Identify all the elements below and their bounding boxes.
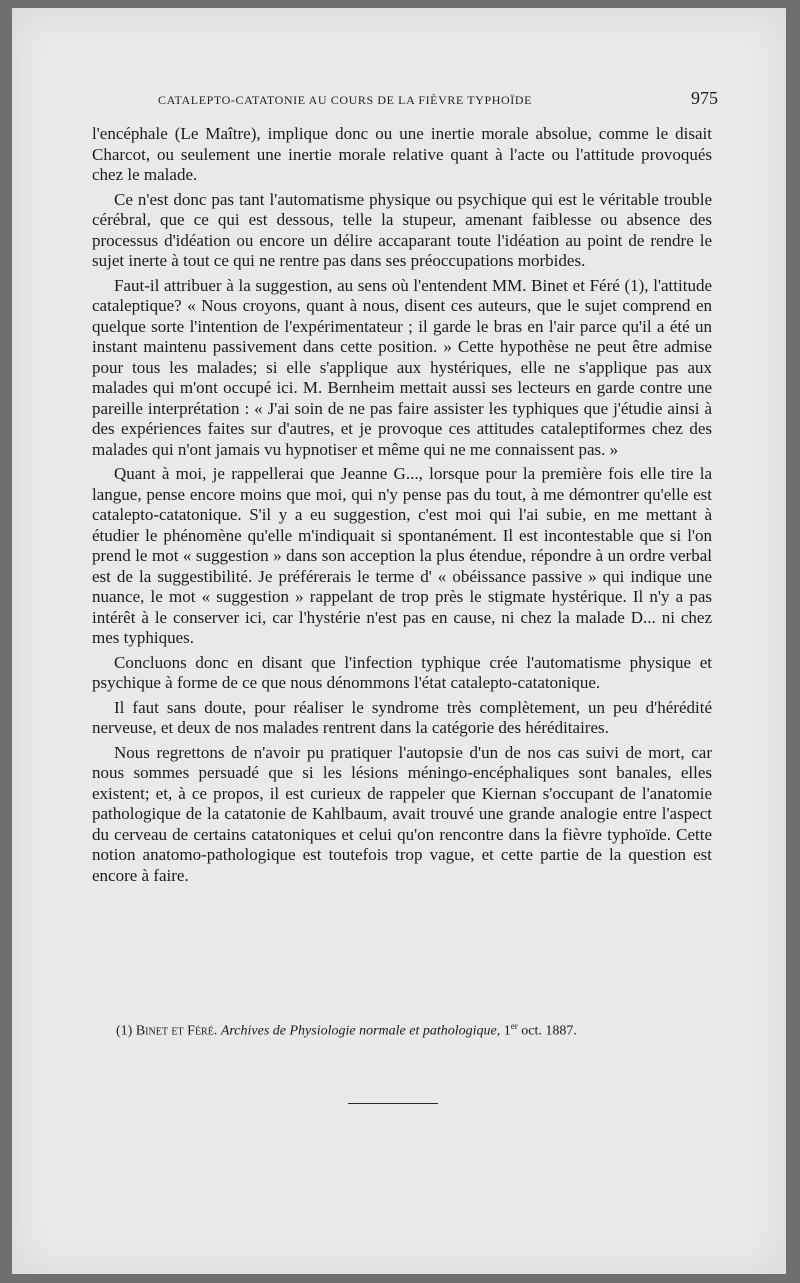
footnote-authors: Binet et Féré. [135, 1023, 218, 1039]
page-number: 975 [691, 88, 718, 108]
paragraph: Concluons donc en disant que l'infection typhique crée l'automatisme physique et psychique à forme de ce que nous dénommons l'état catalepto-catatonique. [92, 652, 712, 692]
book-page [12, 8, 786, 1274]
paragraph: Nous regrettons de n'avoir pu pratiquer l'autopsie d'un de nos cas suivi de mort, car nous sommes persuadé que si les lésions méningo-encéphaliques sont banales, elles existent; et, à ce propos, il est curieux de rappeler que Kiernan s'occupant de l'anatomie pathologique de la catatonie de Kahlbaum, avait trouvé une grande analogie entre l'aspect du cerveau de certains catatoniques et celui qu'on rencontre dans la fièvre typhoïde. Cette notion anatomo-pathologique est toutefois trop vague, et cette partie de la question est encore à faire. [92, 742, 712, 885]
paragraph: Faut-il attribuer à la suggestion, au sens où l'entendent MM. Binet et Féré (1), l'attitude cataleptique? « Nous croyons, quant à nous, disent ces auteurs, que le sujet comprend en quelque sorte l'intention de l'expérimentateur ; il garde le bras en l'air parce qu'il a été un instant maintenu passivement dans cette position. » Cette hypothèse ne peut être admise pour tous les malades; si elle s'applique aux hystériques, elle ne s'applique pas aux malades qui m'ont occupé ici. M. Bernheim mettait aussi ses lecteurs en garde contre une pareille interprétation : « J'ai soin de ne pas faire assister les typhiques que j'étudie ainsi à des expériences faites sur d'autres, et je provoque ces attitudes cataleptiformes chez des malades qui n'ont jamais vu hypnotiser et même qui ne me connaissent pas. » [92, 275, 712, 459]
footnote-date-sup: er [510, 1021, 518, 1031]
footnote-marker: (1) [116, 1023, 133, 1039]
end-rule [348, 1103, 438, 1104]
paragraph: Il faut sans doute, pour réaliser le syndrome très complètement, un peu d'hérédité nerveuse, et deux de nos malades rentrent dans la catégorie des héréditaires. [92, 697, 712, 737]
paragraph: Ce n'est donc pas tant l'automatisme physique ou psychique qui est le véritable trouble cérébral, que ce qui est dessous, telle la stupeur, amenant faiblesse ou absence des processus d'idéation ou encore un délire accaparant toute l'idéation au point de rendre le sujet inerte à tout ce qui ne rentre pas dans ses préoccupations morbides. [92, 189, 712, 270]
footnote-date-prefix: 1 [503, 1023, 511, 1039]
footnote-journal: Archives de Physiologie normale et pathologique, [220, 1023, 501, 1039]
footnote-date-suffix: oct. 1887. [521, 1023, 577, 1039]
footnote [116, 1021, 716, 1040]
running-head [158, 88, 718, 109]
body-text [92, 124, 712, 890]
running-title: CATALEPTO-CATATONIE AU COURS DE LA FIÈVRE TYPHOÏDE [158, 93, 533, 107]
paragraph: Quant à moi, je rappellerai que Jeanne G..., lorsque pour la première fois elle tire la langue, pense encore moins que moi, qui n'y pense pas du tout, à me démontrer qu'elle est catalepto-catatonique. S'il y a eu suggestion, c'est moi qui l'ai subie, en me mettant à étudier le phénomène qu'elle m'indiquait si spontanément. Il est incontestable que si l'on prend le mot « suggestion » dans son acception la plus étendue, répondre à un ordre verbal est de la suggestibilité. Je préférerais le terme d' « obéissance passive » qui indique une nuance, le mot « suggestion » rappelant de trop près le stigmate hystérique. Il n'y a pas intérêt à le conserver ici, car l'hystérie n'est pas en cause, ni chez la malade D... ni chez mes typhiques. [92, 464, 712, 647]
paragraph: l'encéphale (Le Maître), implique donc ou une inertie morale absolue, comme le disait Charcot, ou seulement une inertie morale relative quant à l'acte ou l'attitude provoqués chez le malade. [92, 124, 712, 184]
